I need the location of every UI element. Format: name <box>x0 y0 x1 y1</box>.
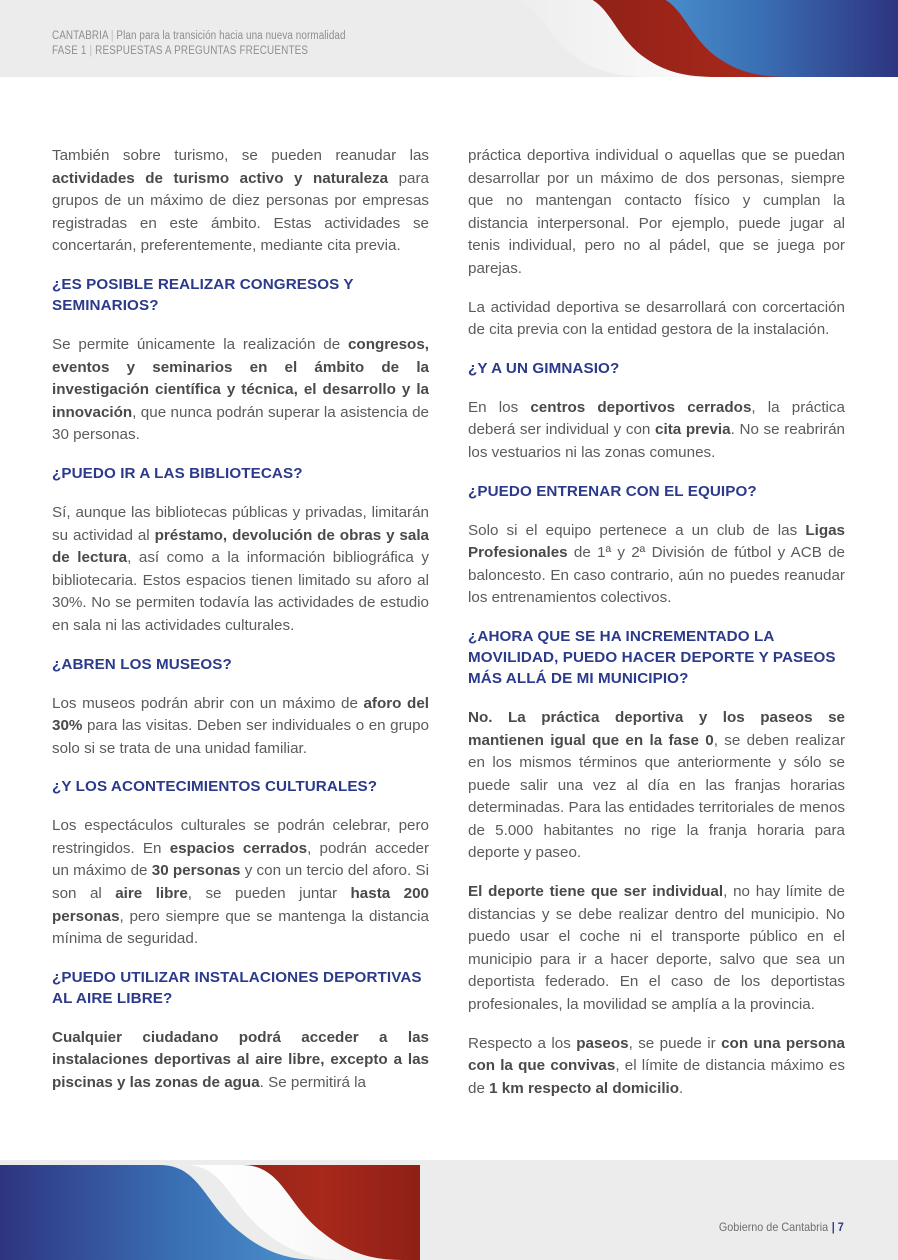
page-header <box>0 0 898 77</box>
para-gimnasio-run-4: . No se reabrirán los vestuarios ni las zonas comunes. <box>468 421 846 461</box>
header-wave-graphic <box>478 0 898 77</box>
para-movilidad-respuesta-run-1: , se deben realizar en los mismos términos que anteriormente y sólo se puede salir una vez al día en las franjas horarias determinadas. Para las entidades territoriales de menos de 5.000 habitantes no rige la franja horaria para deporte y paseo. <box>468 731 846 862</box>
footer-org: Gobierno de Cantabria <box>719 1220 829 1234</box>
header-title-block <box>52 29 393 59</box>
right-column <box>468 145 845 1100</box>
para-congresos <box>52 334 429 447</box>
page-footer <box>0 1160 898 1260</box>
para-congresos-run-1: congresos, eventos y seminarios en el ámbito de la investigación científica y técnica, el desarrollo y la innovación <box>52 335 429 421</box>
heading-entrenar-equipo: ¿PUEDO ENTRENAR CON EL EQUIPO? <box>468 482 757 500</box>
para-bibliotecas-run-1: préstamo, devolución de obras y sala de lectura <box>52 526 429 567</box>
para-entrenar-equipo <box>468 520 845 610</box>
para-gimnasio-run-2: , la práctica deberá ser individual y con <box>468 398 845 439</box>
footer-separator: | <box>831 1220 835 1234</box>
para-paseos-run-1: paseos <box>576 1034 629 1052</box>
para-congresos-run-2: , que nunca podrán superar la asistencia de 30 personas. <box>52 403 429 444</box>
header-phase: FASE 1 <box>52 45 87 57</box>
para-practica-deportiva-continuacion <box>468 145 845 281</box>
para-bibliotecas-run-0: Sí, aunque las bibliotecas públicas y privadas, limitarán su actividad al <box>52 503 429 544</box>
para-espectaculos <box>52 815 429 951</box>
para-paseos-run-3: con una persona con la que convivas <box>468 1034 845 1075</box>
para-cita-previa-instalacion-run-0: La actividad deportiva se desarrollará con corcertación de cita previa con la entidad gestora de la instalación. <box>468 298 845 339</box>
para-turismo-activo <box>52 145 429 258</box>
header-brand: CANTABRIA <box>52 30 109 42</box>
para-deporte-individual <box>468 881 845 1017</box>
para-espectaculos-run-2: , podrán acceder un máximo de <box>52 839 430 880</box>
para-bibliotecas-run-2: , así como a la información bibliográfica y bibliotecaria. Estos espacios tienen limitado su aforo al 30%. No se permiten todavía las actividades de estudio en sala ni las actividades culturales. <box>52 549 429 634</box>
para-museos-run-0: Los museos podrán abrir con un máximo de <box>52 694 364 712</box>
para-espectaculos-run-0: Los espectáculos culturales se podrán celebrar, pero restringidos. En <box>52 817 429 857</box>
para-espectaculos-run-6: , se pueden juntar <box>187 885 351 903</box>
para-museos-run-1: aforo del 30% <box>52 694 429 735</box>
para-espectaculos-run-8: , pero siempre que se mantenga la distancia mínima de seguridad. <box>52 907 429 948</box>
para-congresos-run-0: Se permite únicamente la realización de <box>52 335 348 353</box>
heading-acontecimientos-culturales: ¿Y LOS ACONTECIMIENTOS CULTURALES? <box>52 778 378 796</box>
page-number: 7 <box>837 1220 844 1234</box>
para-museos <box>52 693 429 761</box>
header-separator-2: | <box>86 45 96 57</box>
heading-movilidad-deporte-paseos: ¿AHORA QUE SE HA INCREMENTADO LA MOVILIDAD, PUEDO HACER DEPORTE Y PASEOS MÁS ALLÁ DE MI MUNICIPIO? <box>468 627 836 687</box>
para-turismo-activo-run-1: actividades de turismo activo y naturaleza <box>52 169 389 187</box>
heading-gimnasio: ¿Y A UN GIMNASIO? <box>468 359 620 377</box>
para-museos-run-2: para las visitas. Deben ser individuales o en grupo solo si se trata de una unidad familiar. <box>52 717 429 757</box>
left-column <box>52 145 429 1095</box>
header-line-1 <box>52 29 346 44</box>
para-espectaculos-run-4: y con un tercio del aforo. Si son al <box>52 862 429 903</box>
header-section-title: RESPUESTAS A PREGUNTAS FRECUENTES <box>95 45 309 57</box>
para-instalaciones-deportivas-run-1: . Se permitirá la <box>259 1074 367 1092</box>
para-paseos-run-5: 1 km respecto al domicilio <box>489 1079 680 1097</box>
para-paseos-run-6: . <box>679 1079 684 1097</box>
para-gimnasio-run-1: centros deportivos cerrados <box>530 398 752 416</box>
para-paseos-run-2: , se puede ir <box>628 1034 722 1052</box>
para-deporte-individual-run-1: , no hay límite de distancias y se debe realizar dentro del municipio. No puedo usar el coche ni el transporte público en el municipio para ir a hacer deporte, salvo que sea un deportista federado. En el caso de los deportistas profesionales, la movilidad se amplía a la provincia. <box>468 883 845 1014</box>
para-gimnasio-run-0: En los <box>468 398 531 416</box>
para-movilidad-respuesta-run-0: No. La práctica deportiva y los paseos se mantienen igual que en la fase 0 <box>468 708 845 749</box>
para-instalaciones-deportivas-run-0: Cualquier ciudadano podrá acceder a las instalaciones deportivas al aire libre, excepto a las piscinas y las zonas de agua <box>52 1028 429 1092</box>
heading-museos: ¿ABREN LOS MUSEOS? <box>52 655 232 673</box>
para-bibliotecas <box>52 502 429 638</box>
para-gimnasio-run-3: cita previa <box>655 421 731 439</box>
header-subtitle: Plan para la transición hacia una nueva normalidad <box>116 30 346 42</box>
para-turismo-activo-run-2: para grupos de un máximo de diez personas por empresas registradas en este ámbito. Estas actividades se concertarán, preferentemente, mediante cita previa. <box>52 169 429 255</box>
para-deporte-individual-run-0: El deporte tiene que ser individual <box>468 883 724 901</box>
heading-instalaciones-deportivas-aire-libre: ¿PUEDO UTILIZAR INSTALACIONES DEPORTIVAS AL AIRE LIBRE? <box>52 968 422 1007</box>
footer-credit <box>719 1220 844 1234</box>
header-separator-1: | <box>108 30 117 42</box>
para-entrenar-equipo-run-0: Solo si el equipo pertenece a un club de las <box>468 521 806 539</box>
para-instalaciones-deportivas <box>52 1027 429 1095</box>
para-paseos <box>468 1033 845 1101</box>
para-gimnasio <box>468 397 845 465</box>
heading-congresos-seminarios: ¿ES POSIBLE REALIZAR CONGRESOS Y SEMINARIOS? <box>52 275 354 314</box>
para-entrenar-equipo-run-1: Ligas Profesionales <box>468 521 845 562</box>
para-paseos-run-4: , el límite de distancia máximo es de <box>468 1057 845 1097</box>
para-espectaculos-run-1: espacios cerrados <box>169 839 308 857</box>
heading-bibliotecas: ¿PUEDO IR A LAS BIBLIOTECAS? <box>52 464 303 482</box>
para-turismo-activo-run-0: También sobre turismo, se pueden reanudar las <box>52 147 429 164</box>
header-line-2 <box>52 44 346 59</box>
para-espectaculos-run-3: 30 personas <box>151 862 241 880</box>
para-espectaculos-run-7: hasta 200 personas <box>52 885 429 925</box>
page-content <box>0 77 898 1160</box>
para-practica-deportiva-continuacion-run-0: práctica deportiva individual o aquellas que se puedan desarrollar por un máximo de dos personas, siempre que no mantengan contacto físico y cumplan la distancia interpersonal. Por ejemplo, puede jugar al tenis individual, pero no al pádel, que se juega por parejas. <box>468 147 845 277</box>
para-movilidad-respuesta <box>468 707 845 865</box>
para-cita-previa-instalacion <box>468 297 845 342</box>
para-entrenar-equipo-run-2: de 1ª y 2ª División de fútbol y ACB de baloncesto. En caso contrario, aún no puedes reanudar los entrenamientos colectivos. <box>468 544 845 607</box>
para-paseos-run-0: Respecto a los <box>468 1034 577 1052</box>
footer-wave-graphic <box>0 1160 420 1260</box>
para-espectaculos-run-5: aire libre <box>115 885 188 903</box>
